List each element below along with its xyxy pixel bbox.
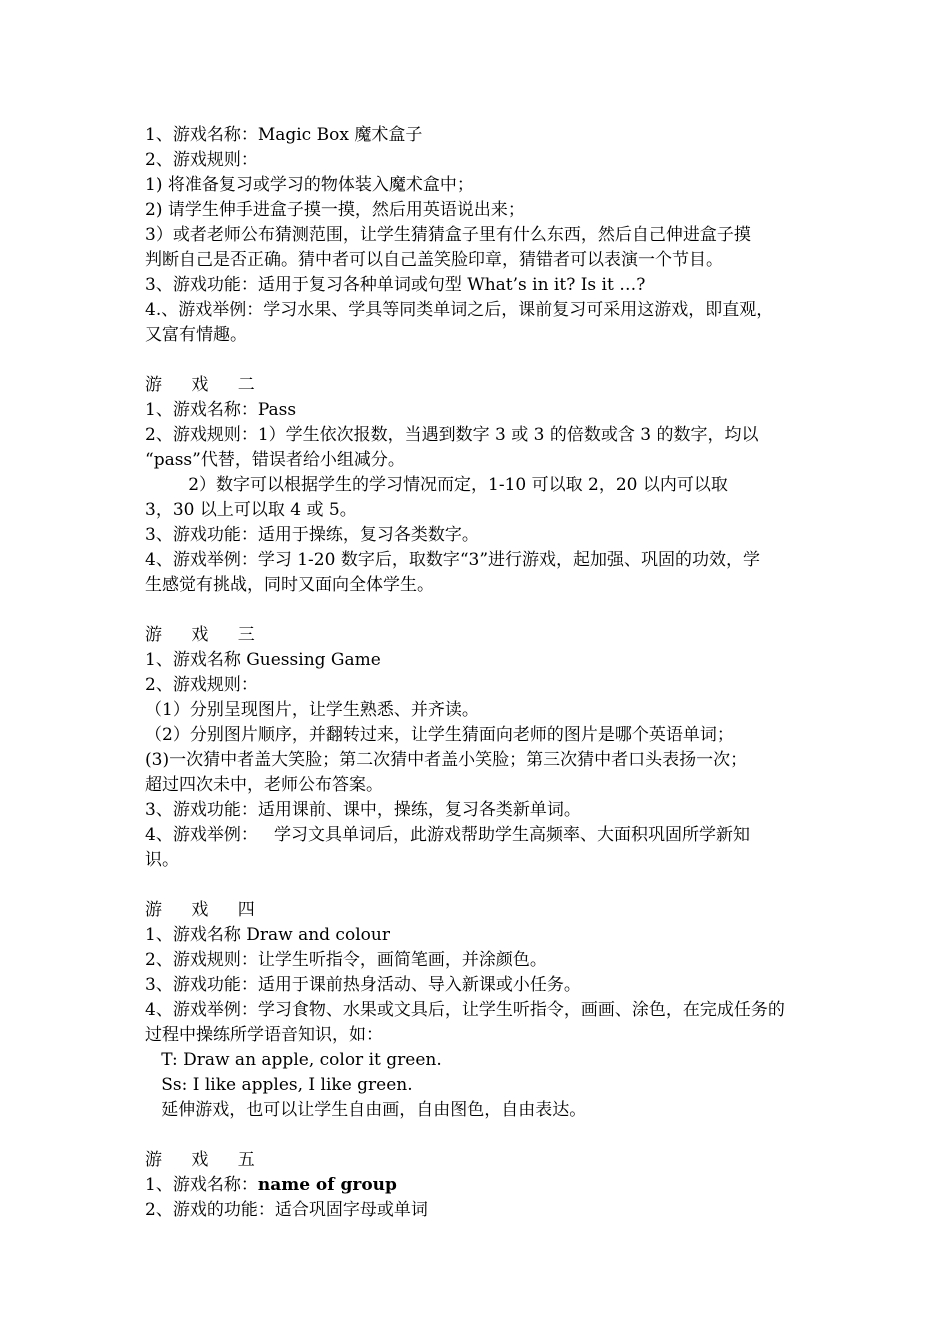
game2-rules-line-1: 2、游戏规则：1）学生依次报数，当遇到数字 3 或 3 的倍数或含 3 的数字，均以 xyxy=(145,425,759,445)
game3-rule-2: （2）分别图片顺序，并翻转过来，让学生猜面向老师的图片是哪个英语单词； xyxy=(145,725,734,745)
game1-rule-3-line-1: 3）或者老师公布猜测范围，让学生猜猜盒子里有什么东西，然后自己伸进盒子摸 xyxy=(145,225,751,245)
game5-heading: 游 戏 五 xyxy=(145,1150,267,1170)
game3-rules-title: 2、游戏规则： xyxy=(145,675,258,695)
game2-name: 1、游戏名称：Pass xyxy=(145,400,297,420)
game5-name-value: name of group xyxy=(257,1175,397,1195)
game4-dialog-teacher: T: Draw an apple, color it green. xyxy=(145,1050,442,1070)
game5-name xyxy=(145,1173,807,1198)
blank-line xyxy=(145,1123,807,1148)
game3-name: 1、游戏名称 Guessing Game xyxy=(145,650,381,670)
game3-example-line-1: 4、游戏举例： 学习文具单词后，此游戏帮助学生高频率、大面积巩固所学新知 xyxy=(145,825,751,845)
game3-rule-3-line-1: (3)一次猜中者盖大笑脸；第二次猜中者盖小笑脸；第三次猜中者口头表扬一次； xyxy=(145,750,748,770)
game2-rules-line-2: “pass”代替，错误者给小组减分。 xyxy=(145,450,405,470)
document-body xyxy=(145,123,807,1223)
blank-line xyxy=(145,598,807,623)
game3-rule-3-line-2: 超过四次未中，老师公布答案。 xyxy=(145,775,383,795)
game4-heading: 游 戏 四 xyxy=(145,900,267,920)
game1-rule-1: 1) 将准备复习或学习的物体装入魔术盒中； xyxy=(145,175,474,195)
game1-example-line-2: 又富有情趣。 xyxy=(145,325,247,345)
game3-example-line-2: 识。 xyxy=(145,850,179,870)
game2-example-line-2: 生感觉有挑战，同时又面向全体学生。 xyxy=(145,575,434,595)
game2-rules-line-3: 2）数字可以根据学生的学习情况而定，1-10 可以取 2，20 以内可以取 xyxy=(145,475,728,495)
game4-dialog-students: Ss: I like apples, I like green. xyxy=(145,1075,413,1095)
game1-function: 3、游戏功能：适用于复习各种单词或句型 What’s in it? Is it …? xyxy=(145,275,646,295)
game4-name: 1、游戏名称 Draw and colour xyxy=(145,925,390,945)
game5-function: 2、游戏的功能：适合巩固字母或单词 xyxy=(145,1200,428,1220)
game1-name: 1、游戏名称：Magic Box 魔术盒子 xyxy=(145,125,423,145)
game2-function: 3、游戏功能：适用于操练，复习各类数字。 xyxy=(145,525,479,545)
game3-rule-1: （1）分别呈现图片，让学生熟悉、并齐读。 xyxy=(145,700,479,720)
game3-function: 3、游戏功能：适用课前、课中，操练，复习各类新单词。 xyxy=(145,800,581,820)
blank-line xyxy=(145,348,807,373)
game1-rule-3-line-2: 判断自己是否正确。猜中者可以自己盖笑脸印章，猜错者可以表演一个节目。 xyxy=(145,250,723,270)
game2-rules-line-4: 3，30 以上可以取 4 或 5。 xyxy=(145,500,357,520)
game1-example-line-1: 4.、游戏举例：学习水果、学具等同类单词之后，课前复习可采用这游戏，即直观， xyxy=(145,300,774,320)
game2-example-line-1: 4、游戏举例：学习 1-20 数字后，取数字“3”进行游戏，起加强、巩固的功效，学 xyxy=(145,550,761,570)
game3-heading: 游 戏 三 xyxy=(145,625,267,645)
blank-line xyxy=(145,873,807,898)
game4-rules: 2、游戏规则：让学生听指令，画简笔画，并涂颜色。 xyxy=(145,950,547,970)
game2-heading: 游 戏 二 xyxy=(145,375,267,395)
game1-rules-title: 2、游戏规则： xyxy=(145,150,258,170)
game5-name-label: 1、游戏名称： xyxy=(145,1175,258,1195)
game4-example-line-1: 4、游戏举例：学习食物、水果或文具后，让学生听指令，画画、涂色，在完成任务的 xyxy=(145,1000,785,1020)
game1-rule-2: 2) 请学生伸手进盒子摸一摸，然后用英语说出来； xyxy=(145,200,525,220)
game4-extension: 延伸游戏，也可以让学生自由画，自由图色，自由表达。 xyxy=(145,1100,587,1120)
game4-example-line-2: 过程中操练所学语音知识，如： xyxy=(145,1025,383,1045)
game4-function: 3、游戏功能：适用于课前热身活动、导入新课或小任务。 xyxy=(145,975,581,995)
